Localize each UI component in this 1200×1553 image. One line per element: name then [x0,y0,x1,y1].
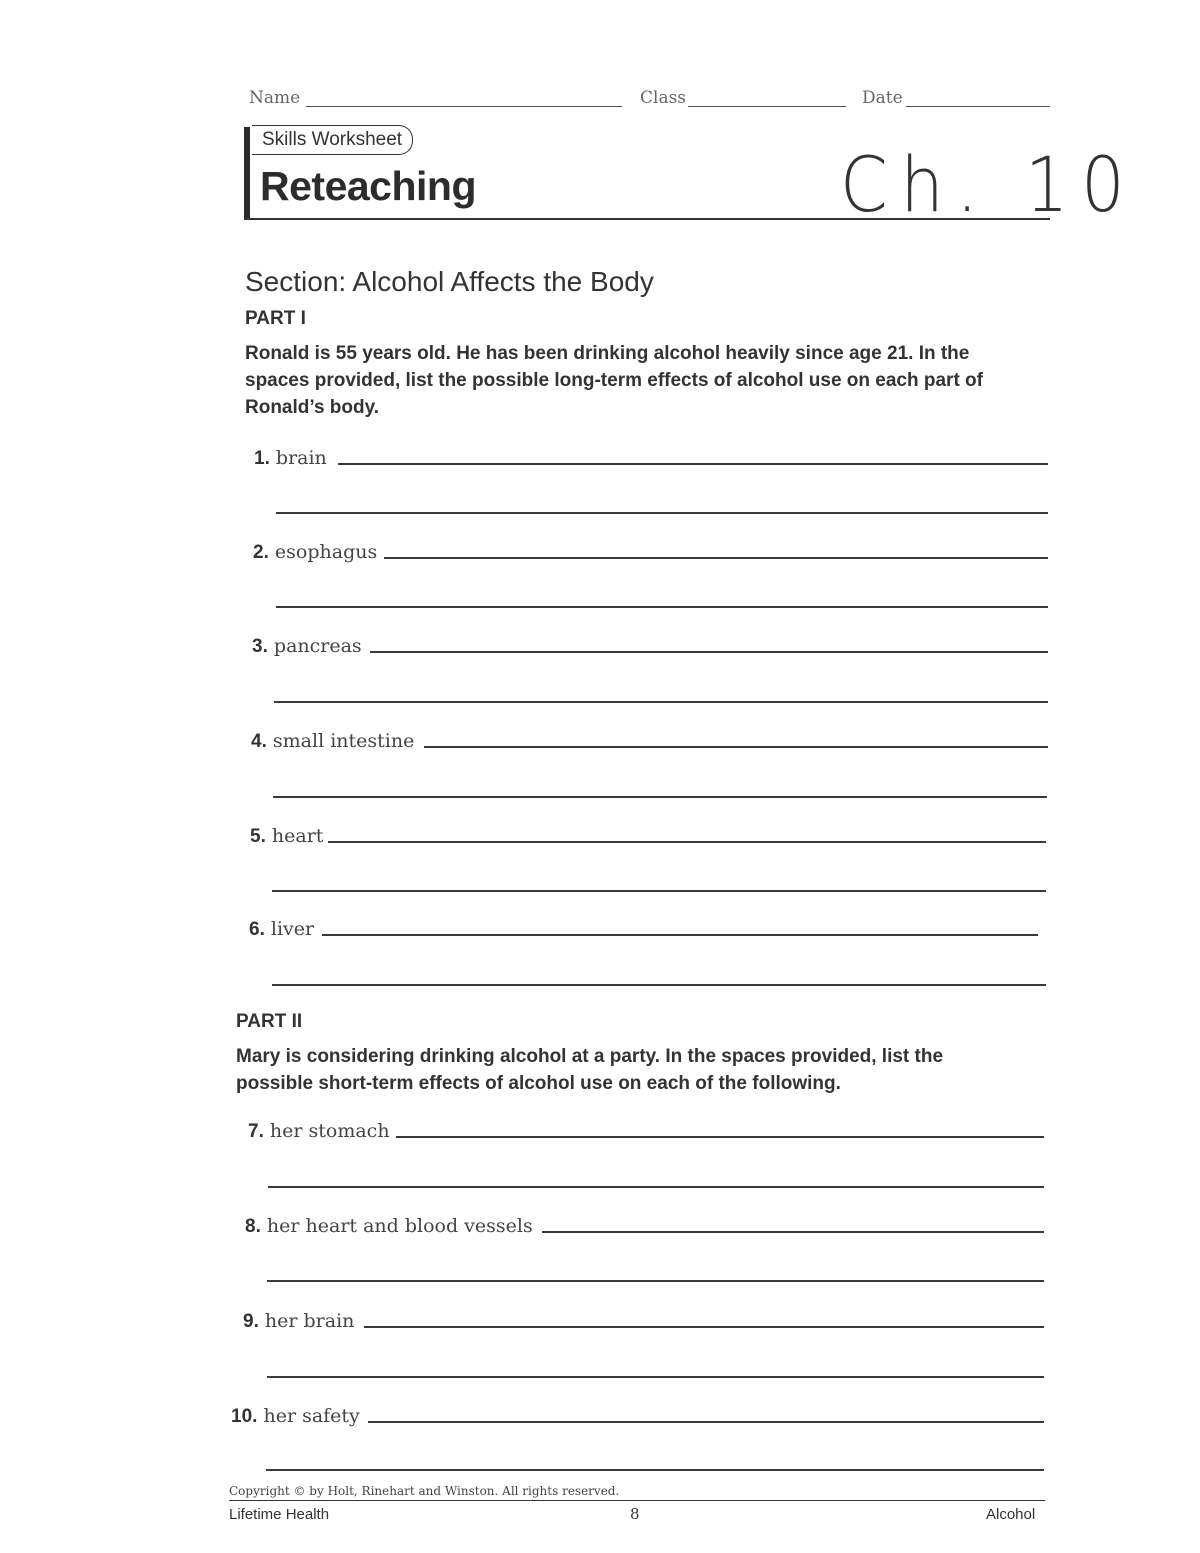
answer-line[interactable] [370,651,1048,653]
answer-line[interactable] [266,1469,1044,1471]
class-label: Class [640,88,687,108]
question-text: her brain [264,1310,355,1332]
question-label [245,1215,533,1238]
question-text: her stomach [269,1120,390,1142]
answer-line[interactable] [368,1421,1044,1423]
answer-line[interactable] [328,841,1046,843]
handwritten-chapter-note: Ch. 10 [840,140,1138,229]
answer-line[interactable] [274,701,1048,703]
question-text: esophagus [274,541,378,563]
answer-line[interactable] [267,1280,1044,1282]
answer-line[interactable] [396,1136,1044,1138]
part1-instructions-line: spaces provided, list the possible long-term effects of alcohol use on each part of [245,370,983,391]
question-number: 2. [253,542,269,563]
question-number: 9. [243,1311,259,1332]
question-text: heart [271,825,324,847]
worksheet-tag: Skills Worksheet [252,125,413,155]
question-label [231,1405,360,1428]
part1-instructions [245,340,983,421]
answer-line[interactable] [272,890,1046,892]
date-label: Date [862,88,903,108]
question-number: 6. [249,919,265,940]
part1-instructions-line: Ronald is 55 years old. He has been drinking alcohol heavily since age 21. In the [245,343,970,364]
question-label [251,730,414,753]
answer-line[interactable] [424,746,1048,748]
answer-line[interactable] [276,606,1048,608]
question-label [248,1120,390,1143]
part2-label: PART II [236,1011,303,1032]
question-label [254,447,327,470]
answer-line[interactable] [542,1231,1044,1233]
worksheet-title: Reteaching [260,163,476,209]
question-number: 3. [252,636,268,657]
answer-line[interactable] [364,1326,1044,1328]
chapter-name: Alcohol [986,1506,1036,1523]
title-accent-bar [244,127,250,219]
answer-line[interactable] [338,463,1048,465]
answer-line[interactable] [272,984,1046,986]
question-text: brain [275,447,327,469]
answer-line[interactable] [267,1376,1044,1378]
answer-line[interactable] [273,796,1047,798]
part2-instructions-line: Mary is considering drinking alcohol at a party. In the spaces provided, list the [236,1046,944,1067]
answer-line[interactable] [268,1186,1044,1188]
book-title: Lifetime Health [229,1506,330,1523]
part1-instructions-line: Ronald’s body. [245,397,380,418]
name-field[interactable] [306,106,622,107]
part1-label: PART I [245,308,306,329]
question-text: her safety [263,1405,360,1427]
question-label [250,825,323,848]
copyright-notice: Copyright © by Holt, Rinehart and Winston. All rights reserved. [229,1484,620,1498]
question-number: 7. [248,1121,264,1142]
part2-instructions [236,1043,943,1097]
question-label [249,918,314,941]
question-number: 5. [250,826,266,847]
question-label [252,635,362,658]
question-text: liver [270,918,315,940]
question-text: pancreas [273,635,362,657]
name-label: Name [249,88,301,108]
class-field[interactable] [688,106,846,107]
footer-rule [229,1500,1045,1501]
question-text: small intestine [272,730,415,752]
question-number: 10. [231,1406,258,1427]
question-label [243,1310,354,1333]
question-number: 8. [245,1216,261,1237]
section-title: Section: Alcohol Affects the Body [245,266,654,297]
question-label [253,541,377,564]
part2-instructions-line: possible short-term effects of alcohol use on each of the following. [236,1073,841,1094]
answer-line[interactable] [276,512,1048,514]
answer-line[interactable] [384,557,1048,559]
question-text: her heart and blood vessels [266,1215,533,1237]
question-number: 1. [254,448,270,469]
page-number: 8 [630,1505,640,1523]
question-number: 4. [251,731,267,752]
answer-line[interactable] [322,934,1038,936]
date-field[interactable] [906,106,1050,107]
